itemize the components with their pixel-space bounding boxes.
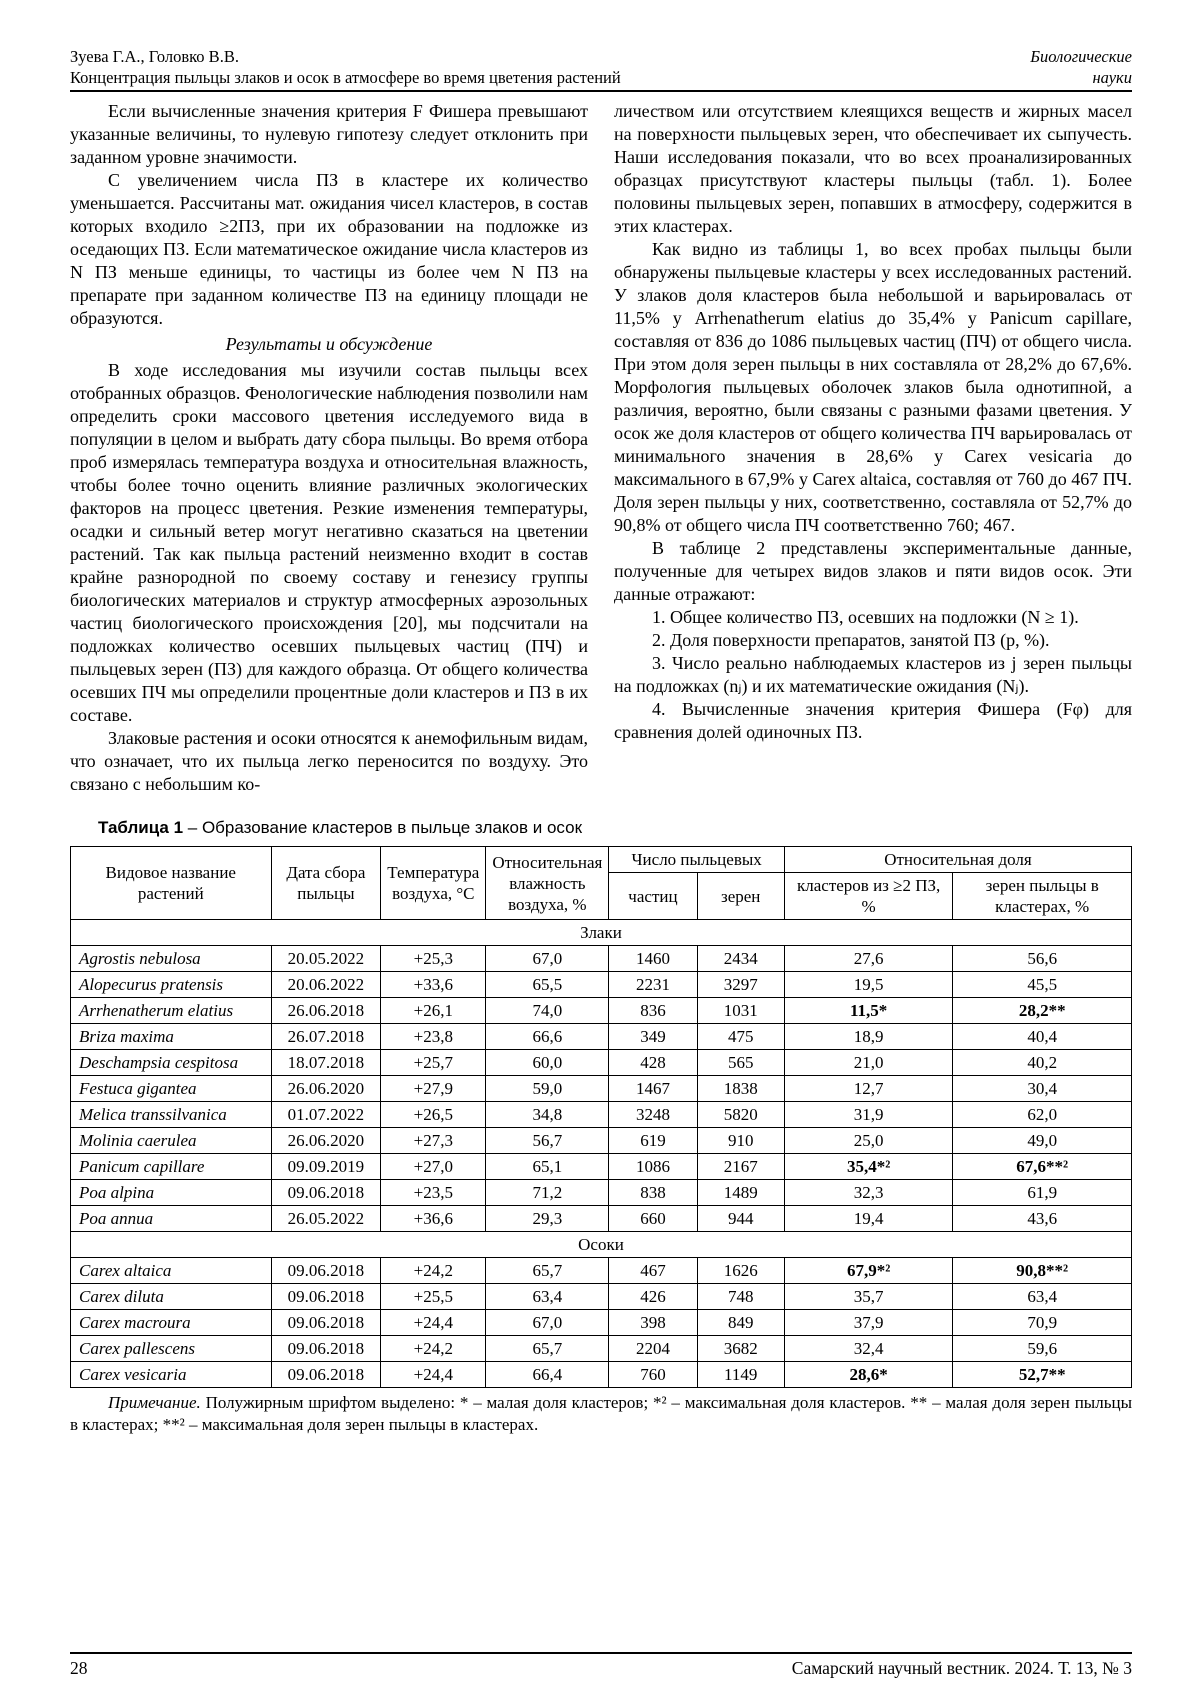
table-cell: 1489 (697, 1180, 784, 1206)
table-cell: 5820 (697, 1102, 784, 1128)
table-cell: +25,7 (381, 1050, 486, 1076)
table-cell: +36,6 (381, 1206, 486, 1232)
table-cell: 19,4 (784, 1206, 952, 1232)
table-cell: 60,0 (486, 1050, 609, 1076)
table-cell: +24,4 (381, 1310, 486, 1336)
table-section-label: Злаки (71, 920, 1132, 946)
paragraph: Как видно из таблицы 1, во всех пробах пыльцы были обнаружены пыльцевые кластеры у всех исследованных растений. У злаков доля кластеров была небольшой и варьировалась от 11,5% у Arrhenatherum elatius до 35,4% у Panicum capillare, составляя от 836 до 1086 пыльцевых частиц (ПЧ) от общего числа. При этом доля зерен пыльцы в них составляла от 28,2% до 67,6%. Морфология пыльцевых оболочек злаков была однотипной, а различия, вероятно, были связаны с разными фазами цветения. У осок же доля кластеров от общего количества ПЧ варьировалась от минимального значения в 28,6% у Carex vesicaria до максимального в 67,9% у Carex altaica, составляя от 760 до 467 ПЧ. Доля зерен пыльцы у них, соответственно, составляла от 52,7% до 90,8% от общего числа ПЧ соответственно 760; 467. (614, 239, 1132, 535)
table-row (71, 1258, 1132, 1284)
table-cell: 660 (609, 1206, 697, 1232)
table-cell: 63,4 (953, 1284, 1132, 1310)
table-cell: 45,5 (953, 972, 1132, 998)
paragraph: 3. Число реально наблюдаемых кластеров из j зерен пыльцы на подложках (nⱼ) и их математические ожидания (Nⱼ). (614, 653, 1132, 696)
table-head (71, 847, 1132, 920)
table-cell: 1626 (697, 1258, 784, 1284)
species-name-cell: Molinia caerulea (71, 1128, 272, 1154)
table-cell: +33,6 (381, 972, 486, 998)
table-cell: 26.06.2020 (271, 1128, 381, 1154)
table-row (71, 972, 1132, 998)
table-cell: 21,0 (784, 1050, 952, 1076)
table-cell: 65,1 (486, 1154, 609, 1180)
table-cell: 49,0 (953, 1128, 1132, 1154)
table-row (71, 1362, 1132, 1388)
table-cell: 2231 (609, 972, 697, 998)
species-name-cell: Poa annua (71, 1206, 272, 1232)
table-cell: 836 (609, 998, 697, 1024)
col-header-particles: частиц (609, 873, 697, 920)
paragraph: 4. Вычисленные значения критерия Фишера (Fφ) для сравнения долей одиночных ПЗ. (614, 699, 1132, 742)
table-cell: 59,0 (486, 1076, 609, 1102)
table-cell: 35,4*² (784, 1154, 952, 1180)
table-cell: +27,9 (381, 1076, 486, 1102)
table-cell: 67,9*² (784, 1258, 952, 1284)
species-name-cell: Carex vesicaria (71, 1362, 272, 1388)
paragraph: В таблице 2 представлены экспериментальные данные, полученные для четырех видов злаков и пяти видов осок. Эти данные отражают: (614, 538, 1132, 604)
table-cell: +26,1 (381, 998, 486, 1024)
table-cell: 349 (609, 1024, 697, 1050)
species-name-cell: Alopecurus pratensis (71, 972, 272, 998)
paragraph: личеством или отсутствием клеящихся веществ и жирных масел на поверхности пыльцевых зерен, что обеспечивает их сыпучесть. Наши исследования показали, что во всех проанализированных образцах присутствуют кластеры пыльцы (табл. 1). Более половины пыльцевых зерен, попавших в атмосферу, содержится в этих кластерах. (614, 101, 1132, 236)
table-cell: 1467 (609, 1076, 697, 1102)
species-name-cell: Festuca gigantea (71, 1076, 272, 1102)
table-cell: +24,2 (381, 1336, 486, 1362)
paragraph: Злаковые растения и осоки относятся к анемофильным видам, что означает, что их пыльца легко переносится по воздуху. Это связано с небольшим ко- (70, 728, 588, 794)
paragraph: В ходе исследования мы изучили состав пыльцы всех отобранных образцов. Фенологические наблюдения позволили нам определить сроки массового цветения исследуемого вида в популяции в целом и выбрать дату сбора пыльцы. Во время отбора проб измерялась температура воздуха и относительная влажность, чтобы более точно оценить влияние различных экологических факторов на процесс цветения. Резкие изменения температуры, осадки и сильный ветер могут негативно сказаться на цветении растений. Так как пыльца растений неизменно входит в состав крайне разнородной по своему составу и генезису группы биологических материалов и структур атмосферных аэрозольных частиц биологического происхождения [20], мы подсчитали на подложках количество осевших пыльцевых частиц (ПЧ) и пыльцевых зерен (ПЗ) для каждого образца. От общего количества осевших ПЧ мы определили процентные доли кластеров и ПЗ в их составе. (70, 360, 588, 725)
table-cell: 3682 (697, 1336, 784, 1362)
table-cell: 62,0 (953, 1102, 1132, 1128)
table-cell: 56,7 (486, 1128, 609, 1154)
table-cell: 35,7 (784, 1284, 952, 1310)
note-text: Полужирным шрифтом выделено: * – малая доля кластеров; *² – максимальная доля кластеров. ** – малая доля зерен пыльцы в кластерах; **² – максимальная доля зерен пыльцы в кластерах. (70, 1393, 1132, 1434)
page-footer (70, 1652, 1132, 1679)
table-caption-text: – Образование кластеров в пыльце злаков и осок (183, 818, 583, 837)
col-header-pollen-count-group: Число пыльцевых (609, 847, 785, 873)
col-header-clusters-share: кластеров из ≥2 ПЗ, % (784, 873, 952, 920)
article-title: Концентрация пыльцы злаков и осок в атмосфере во время цветения растений (70, 68, 621, 87)
table-cell: 760 (609, 1362, 697, 1388)
journal-section-line1: Биологические (1030, 47, 1132, 66)
table-row (71, 1128, 1132, 1154)
table-cell: 20.05.2022 (271, 946, 381, 972)
table-cell: 2434 (697, 946, 784, 972)
table-cell: 31,9 (784, 1102, 952, 1128)
table-cell: 74,0 (486, 998, 609, 1024)
table-cell: +23,5 (381, 1180, 486, 1206)
table-row (71, 1102, 1132, 1128)
table-cell: 40,4 (953, 1024, 1132, 1050)
table-cell: 40,2 (953, 1050, 1132, 1076)
table-cell: 475 (697, 1024, 784, 1050)
table-row (71, 1050, 1132, 1076)
paragraph: Если вычисленные значения критерия F Фишера превышают указанные величины, то нулевую гипотезу следует отклонить при заданном уровне значимости. (70, 101, 588, 167)
col-header-grains: зерен (697, 873, 784, 920)
authors: Зуева Г.А., Головко В.В. (70, 47, 239, 66)
table-cell: 37,9 (784, 1310, 952, 1336)
paragraph: 1. Общее количество ПЗ, осевших на подложки (N ≥ 1). (652, 607, 1079, 627)
table-cell: 398 (609, 1310, 697, 1336)
col-header-humidity: Относительная влажность воздуха, % (486, 847, 609, 920)
table-cell: 1149 (697, 1362, 784, 1388)
table-cell: 67,6**² (953, 1154, 1132, 1180)
table-cell: 29,3 (486, 1206, 609, 1232)
table-cell: 65,5 (486, 972, 609, 998)
col-header-species: Видовое название растений (71, 847, 272, 920)
table-cell: 65,7 (486, 1258, 609, 1284)
table-cell: 09.06.2018 (271, 1258, 381, 1284)
table-cell: 32,3 (784, 1180, 952, 1206)
table-cell: 66,4 (486, 1362, 609, 1388)
table-cell: 26.06.2018 (271, 998, 381, 1024)
header-row-2 (70, 67, 1132, 88)
page-header (70, 46, 1132, 100)
species-name-cell: Poa alpina (71, 1180, 272, 1206)
table-note (70, 1392, 1132, 1436)
table-cell: 12,7 (784, 1076, 952, 1102)
table-cell: 1460 (609, 946, 697, 972)
table-row (71, 1154, 1132, 1180)
species-name-cell: Carex pallescens (71, 1336, 272, 1362)
table-cell: +24,4 (381, 1362, 486, 1388)
header-rule (70, 90, 1132, 92)
table-cell: 1031 (697, 998, 784, 1024)
table-cell: 467 (609, 1258, 697, 1284)
table-cell: 25,0 (784, 1128, 952, 1154)
table-cell: 1838 (697, 1076, 784, 1102)
table-cell: 01.07.2022 (271, 1102, 381, 1128)
table-cell: 09.06.2018 (271, 1180, 381, 1206)
table-cell: 63,4 (486, 1284, 609, 1310)
note-label: Примечание. (108, 1393, 201, 1412)
table-cell: 2204 (609, 1336, 697, 1362)
table-cell: 70,9 (953, 1310, 1132, 1336)
table-cell: 30,4 (953, 1076, 1132, 1102)
table-cell: 90,8**² (953, 1258, 1132, 1284)
table-row (71, 1180, 1132, 1206)
table-cell: 2167 (697, 1154, 784, 1180)
table-section-row (71, 1232, 1132, 1258)
table-caption (98, 818, 1132, 838)
table-caption-label: Таблица 1 (98, 818, 184, 837)
table-cell: 27,6 (784, 946, 952, 972)
table-section-label: Осоки (71, 1232, 1132, 1258)
table-row (71, 998, 1132, 1024)
table-cell: 52,7** (953, 1362, 1132, 1388)
table-cell: 65,7 (486, 1336, 609, 1362)
table-cell: 426 (609, 1284, 697, 1310)
species-name-cell: Carex altaica (71, 1258, 272, 1284)
col-header-grains-share: зерен пыльцы в кластерах, % (953, 873, 1132, 920)
table-section-row (71, 920, 1132, 946)
species-name-cell: Briza maxima (71, 1024, 272, 1050)
table-cell: 67,0 (486, 1310, 609, 1336)
table-cell: 1086 (609, 1154, 697, 1180)
table-cell: 34,8 (486, 1102, 609, 1128)
table-cell: 18,9 (784, 1024, 952, 1050)
table-row (71, 1336, 1132, 1362)
table-row (71, 1206, 1132, 1232)
table-cell: +27,3 (381, 1128, 486, 1154)
table-cell: 19,5 (784, 972, 952, 998)
table-cell: 849 (697, 1310, 784, 1336)
paragraph: С увеличением числа ПЗ в кластере их количество уменьшается. Рассчитаны мат. ожидания чисел кластеров, в состав которых входило ≥2ПЗ, при их образовании на подложке из оседающих ПЗ. Если математическое ожидание числа кластеров из N ПЗ меньше единицы, то частицы из более чем N ПЗ на препарате при заданном количестве ПЗ на единицу площади не образуются. (70, 170, 588, 328)
table-cell: 66,6 (486, 1024, 609, 1050)
table-cell: 09.06.2018 (271, 1284, 381, 1310)
table-cell: 619 (609, 1128, 697, 1154)
table-cell: 71,2 (486, 1180, 609, 1206)
table-row (71, 1076, 1132, 1102)
table-cell: 67,0 (486, 946, 609, 972)
table-cell: 09.09.2019 (271, 1154, 381, 1180)
table-cell: 32,4 (784, 1336, 952, 1362)
table-row (71, 1284, 1132, 1310)
table-cell: 56,6 (953, 946, 1132, 972)
table-cell: 428 (609, 1050, 697, 1076)
table-cell: 838 (609, 1180, 697, 1206)
section-heading: Результаты и обсуждение (225, 334, 433, 354)
table-cell: 26.06.2020 (271, 1076, 381, 1102)
table-cell: +27,0 (381, 1154, 486, 1180)
left-column (70, 100, 588, 796)
table-cell: 09.06.2018 (271, 1310, 381, 1336)
table-row (71, 1310, 1132, 1336)
table-cell: 09.06.2018 (271, 1362, 381, 1388)
table-cell: 28,2** (953, 998, 1132, 1024)
table-cell: +25,3 (381, 946, 486, 972)
table-cell: 59,6 (953, 1336, 1132, 1362)
species-name-cell: Carex diluta (71, 1284, 272, 1310)
header-row-1 (70, 46, 1132, 67)
species-name-cell: Arrhenatherum elatius (71, 998, 272, 1024)
clusters-table (70, 846, 1132, 1388)
table-cell: +24,2 (381, 1258, 486, 1284)
table-row (71, 946, 1132, 972)
table-cell: 3248 (609, 1102, 697, 1128)
paragraph: 2. Доля поверхности препаратов, занятой ПЗ (p, %). (652, 630, 1050, 650)
table-body (71, 920, 1132, 1388)
col-header-temperature: Температура воздуха, °С (381, 847, 486, 920)
table-cell: 26.07.2018 (271, 1024, 381, 1050)
species-name-cell: Agrostis nebulosa (71, 946, 272, 972)
right-column (614, 100, 1132, 796)
table-cell: 26.05.2022 (271, 1206, 381, 1232)
table-cell: +25,5 (381, 1284, 486, 1310)
table-cell: +26,5 (381, 1102, 486, 1128)
table-cell: 3297 (697, 972, 784, 998)
table-cell: 944 (697, 1206, 784, 1232)
page-number: 28 (70, 1658, 88, 1678)
species-name-cell: Panicum capillare (71, 1154, 272, 1180)
table-cell: 910 (697, 1128, 784, 1154)
table-cell: 748 (697, 1284, 784, 1310)
table-cell: +23,8 (381, 1024, 486, 1050)
col-header-date: Дата сбора пыльцы (271, 847, 381, 920)
col-header-relative-share-group: Относительная доля (784, 847, 1131, 873)
table-cell: 61,9 (953, 1180, 1132, 1206)
table-cell: 28,6* (784, 1362, 952, 1388)
table-cell: 11,5* (784, 998, 952, 1024)
journal-reference: Самарский научный вестник. 2024. Т. 13, № 3 (791, 1658, 1132, 1678)
species-name-cell: Melica transsilvanica (71, 1102, 272, 1128)
species-name-cell: Deschampsia cespitosa (71, 1050, 272, 1076)
species-name-cell: Carex macroura (71, 1310, 272, 1336)
table-cell: 565 (697, 1050, 784, 1076)
table-row (71, 1024, 1132, 1050)
table-cell: 43,6 (953, 1206, 1132, 1232)
table-cell: 20.06.2022 (271, 972, 381, 998)
table-cell: 09.06.2018 (271, 1336, 381, 1362)
table-cell: 18.07.2018 (271, 1050, 381, 1076)
article-columns (70, 100, 1132, 796)
journal-section-line2: науки (1092, 68, 1132, 87)
